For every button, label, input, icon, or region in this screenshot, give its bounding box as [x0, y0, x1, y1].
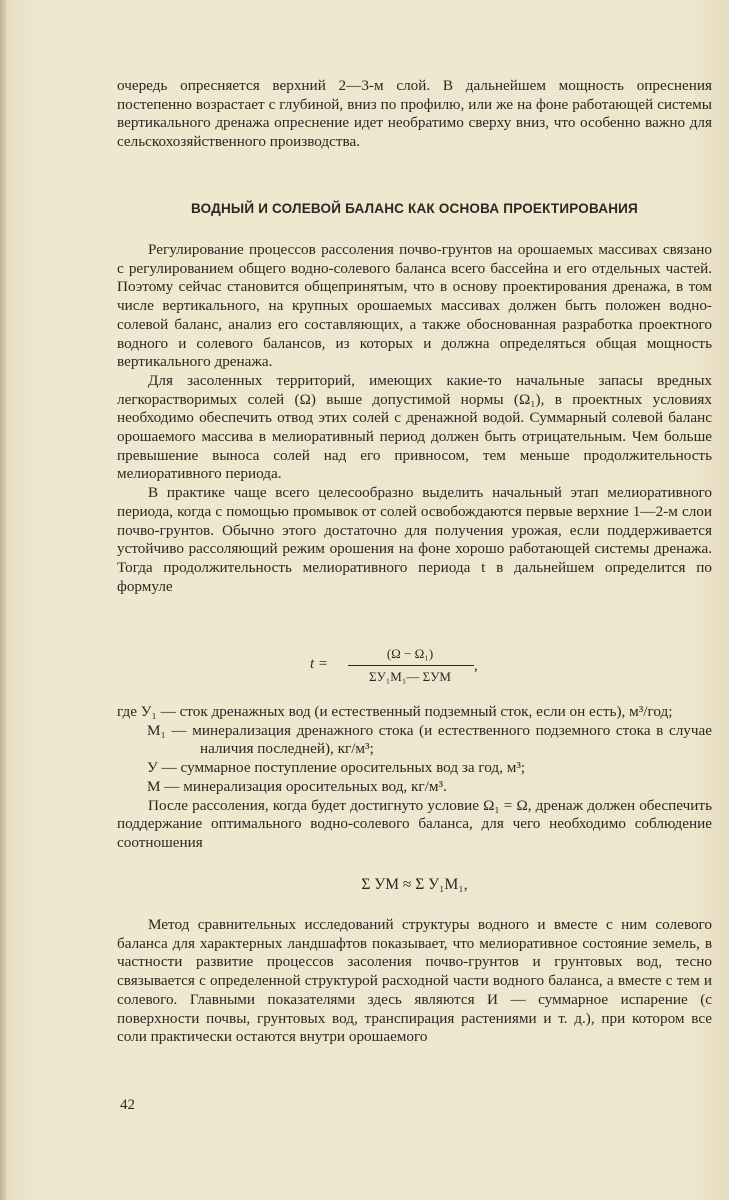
paragraph: После рассоления, когда будет достигнуто условие Ω₁ = Ω, дренаж должен обеспечить поддержание оптимального водно-солевого баланса, для чего необходимо соблюдение соотношения: [117, 796, 712, 851]
definitions-list: [117, 703, 712, 853]
page-spine-shadow: [0, 0, 6, 1200]
definition-item: где У₁ — сток дренажных вод (и естественный подземный сток, если он есть), м³/год;: [117, 703, 673, 720]
definition-item: У — суммарное поступление оросительных вод за год, м³;: [147, 759, 526, 777]
paragraph: Регулирование процессов рассоления почво-грунтов на орошаемых массивах связано с регулированием общего водно-солевого баланса всего бассейна и его отдельных частей. Поэтому сейчас становится общепринятым, что в основу проектирования дренажа, в том числе вертикального, на крупных орошаемых массивах должен быть положен водно-солевой баланс, анализ его составляющих, а также обоснованная разработка проектного водного и солевого балансов, из которых и должна определяться общая мощность вертикального дренажа.: [117, 241, 712, 371]
formula-comma: ,: [474, 658, 478, 674]
formula-numerator: (Ω − Ω₁): [386, 646, 434, 661]
section-heading: ВОДНЫЙ И СОЛЕВОЙ БАЛАНС КАК ОСНОВА ПРОЕКТИРОВАНИЯ: [191, 201, 638, 216]
paragraph: В практике чаще всего целесообразно выделить начальный этап мелиоративного периода, когда с помощью промывок от солей освобождаются первые верхние 1—2-м слои почво-грунтов. Обычно этого достаточно для получения урожая, если поддерживается устойчиво рассоляющий режим орошения на фоне хорошо работающей системы дренажа. Тогда продолжительность мелиоративного периода t в дальнейшем определится по формуле: [117, 484, 712, 595]
top-paragraph: [117, 77, 712, 152]
paragraph: Для засоленных территорий, имеющих какие-то начальные запасы вредных легкорастворимых солей (Ω) выше допустимой нормы (Ω₁), в проектных условиях необходимо обеспечить отвод этих солей с дренажной водой. Суммарный солевой баланс орошаемого массива в мелиоративный период должен быть отрицательным. Чем больше превышение выноса солей над его привносом, тем меньше продолжительность мелиоративного периода.: [117, 371, 712, 483]
formula-denominator: ΣУ₁М₁— ΣУМ: [369, 669, 451, 684]
formula-duration: [310, 646, 510, 690]
paragraph: Метод сравнительных исследований структуры водного и вместе с ним солевого баланса для характерных ландшафтов показывает, что мелиоративное состояние земель, в частности развитие процессов засоления почво-грунтов и грунтовых вод, тесно связывается с определенной структурой расходной части водного баланса, а вместе с тем и солевого. Главными показателями здесь являются И — суммарное испарение (с поверхности почвы, грунтовых вод, транспирация растениями и т. д.), при котором все соли практически остаются внутри орошаемого: [117, 916, 712, 1046]
body-section: [117, 241, 712, 596]
formula-balance: Σ УМ ≈ Σ У₁М₁,: [361, 876, 468, 893]
definition-item: М — минерализация оросительных вод, кг/м³.: [147, 777, 447, 795]
fraction-bar: [348, 665, 474, 666]
page-number: 42: [120, 1097, 135, 1113]
paragraph: очередь опресняется верхний 2—3-м слой. В дальнейшем мощность опреснения постепенно возрастает с глубиной, вниз по профилю, или же на фоне работающей системы вертикального дренажа опреснение идет необратимо сверху вниз, что особенно важно для сельскохозяйственного производства.: [117, 77, 712, 151]
definition-item: М₁ — минерализация дренажного стока (и естественного подземного стока в случае наличия последней), кг/м³;: [147, 721, 712, 758]
final-section: [117, 916, 712, 1047]
formula-lhs: t =: [310, 656, 329, 672]
